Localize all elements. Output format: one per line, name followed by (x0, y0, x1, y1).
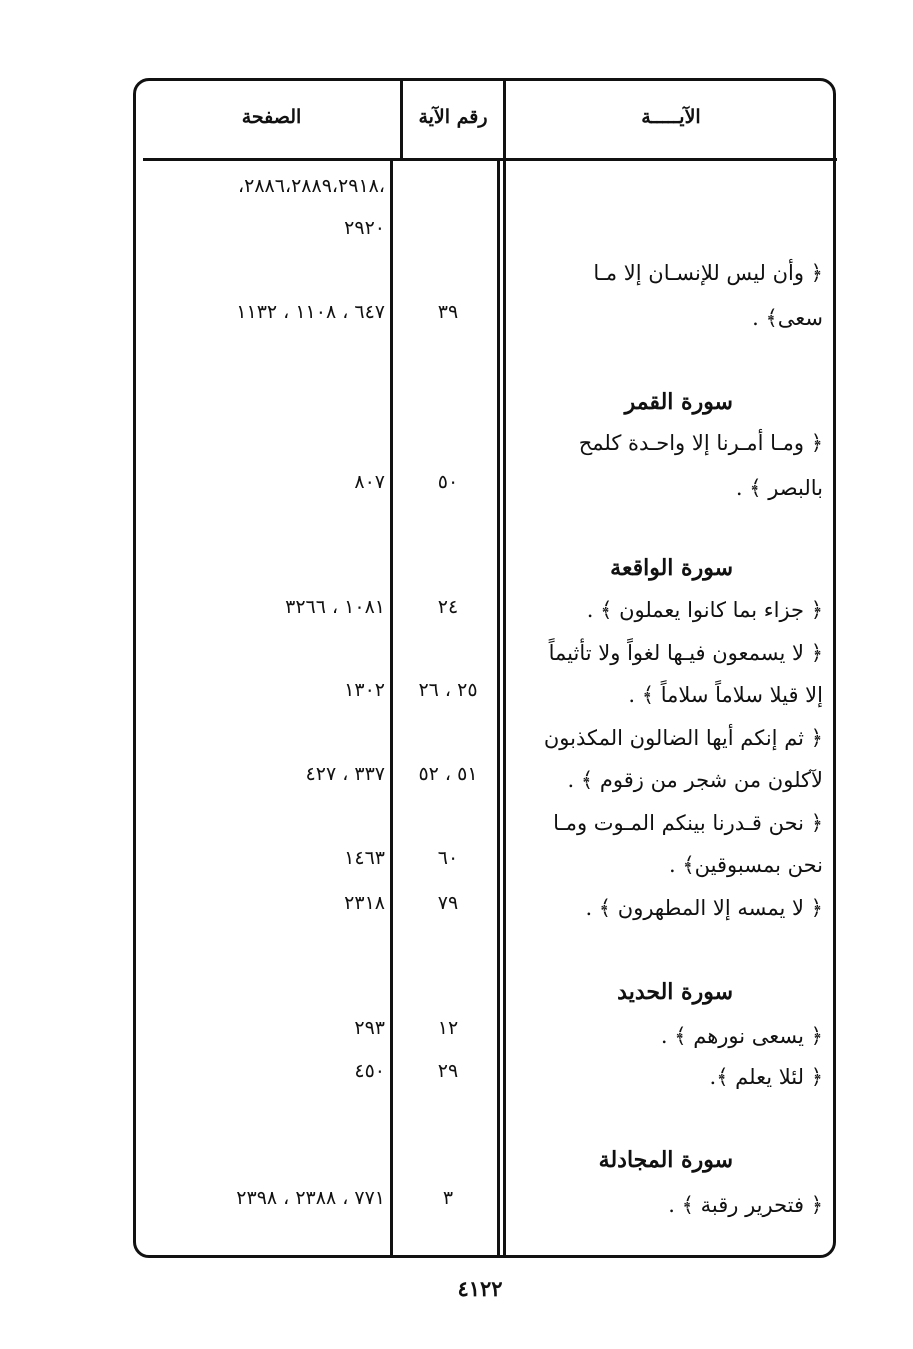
verse-text: بالبصر ﴾ . (735, 476, 823, 500)
page-references: ٤٥٠ (354, 1060, 385, 1082)
header-verse-number: رقم الآية (418, 106, 488, 128)
surah-heading: سورة المجادلة (598, 1147, 733, 1173)
verse-text: ﴿ وأن ليس للإنسـان إلا مـا (593, 261, 823, 285)
verse-number: ٦٠ (437, 847, 459, 869)
continuation-pages-line-2: ٢٩٢٠ (344, 217, 385, 239)
verse-text: ﴿ فتحرير رقبة ﴾ . (668, 1193, 823, 1217)
verse-text: ﴿ لا يسمعون فيـها لغواً ولا تأثيماً (548, 641, 823, 665)
page-references: ٢٩٣ (354, 1017, 385, 1039)
verse-text: ﴿ ومـا أمـرنا إلا واحـدة كلمح (578, 431, 823, 455)
surah-heading: سورة الواقعة (610, 555, 733, 581)
page-references: ٣٣٧ ، ٤٢٧ (305, 763, 385, 785)
header-verse: الآيـــــة (641, 106, 701, 128)
continuation-pages-line-1: ،٢٨٨٦،٢٨٨٩،٢٩١٨، (237, 175, 385, 197)
verse-number: ٧٩ (437, 892, 459, 914)
page-references: ١٠٨١ ، ٣٢٦٦ (285, 596, 385, 618)
verse-text: لآكلون من شجر من زقوم ﴾ . (567, 768, 823, 792)
column-divider-page (390, 158, 393, 1257)
page-references: ١٤٦٣ (344, 847, 385, 869)
verse-text: ﴿ نحن قـدرنا بينكم المـوت ومـا (553, 811, 823, 835)
page-references: ٨٠٧ (354, 471, 385, 493)
verse-text: ﴿ ثم إنكم أيها الضالون المكذبون (543, 726, 823, 750)
page-number: ٤١٢٢ (457, 1276, 503, 1301)
header-page: الصفحة (241, 106, 302, 128)
verse-text: سعى﴾ . (752, 306, 823, 330)
verse-number: ٢٤ (437, 596, 459, 618)
page-references: ٦٤٧ ، ١١٠٨ ، ١١٣٢ (236, 301, 385, 323)
verse-number: ٣٩ (437, 301, 459, 323)
column-divider-number (497, 158, 500, 1257)
page-references: ٢٣١٨ (344, 892, 385, 914)
verse-text: ﴿ يسعى نورهم ﴾ . (660, 1024, 823, 1048)
surah-heading: سورة القمر (624, 389, 733, 415)
verse-number: ٢٩ (437, 1060, 459, 1082)
verse-text: ﴿ لا يمسه إلا المطهرون ﴾ . (585, 896, 823, 920)
verse-number: ٥٠ (437, 471, 459, 493)
column-divider-verse (503, 80, 506, 1257)
header-divider (143, 158, 837, 161)
surah-heading: سورة الحديد (617, 979, 733, 1005)
verse-number: ٣ (442, 1187, 454, 1209)
verse-number: ١٢ (437, 1017, 459, 1039)
verse-text: ﴿ جزاء بما كانوا يعملون ﴾ . (586, 598, 823, 622)
verse-number: ٢٥ ، ٢٦ (418, 679, 478, 701)
page-references: ١٣٠٢ (344, 679, 385, 701)
verse-text: نحن بمسبوقين﴾ . (669, 853, 823, 877)
verse-text: ﴿ لئلا يعلم ﴾. (709, 1065, 823, 1089)
verse-number: ٥١ ، ٥٢ (418, 763, 478, 785)
page-references: ٧٧١ ، ٢٣٨٨ ، ٢٣٩٨ (236, 1187, 385, 1209)
verse-text: إلا قيلا سلاماً سلاماً ﴾ . (628, 683, 823, 707)
